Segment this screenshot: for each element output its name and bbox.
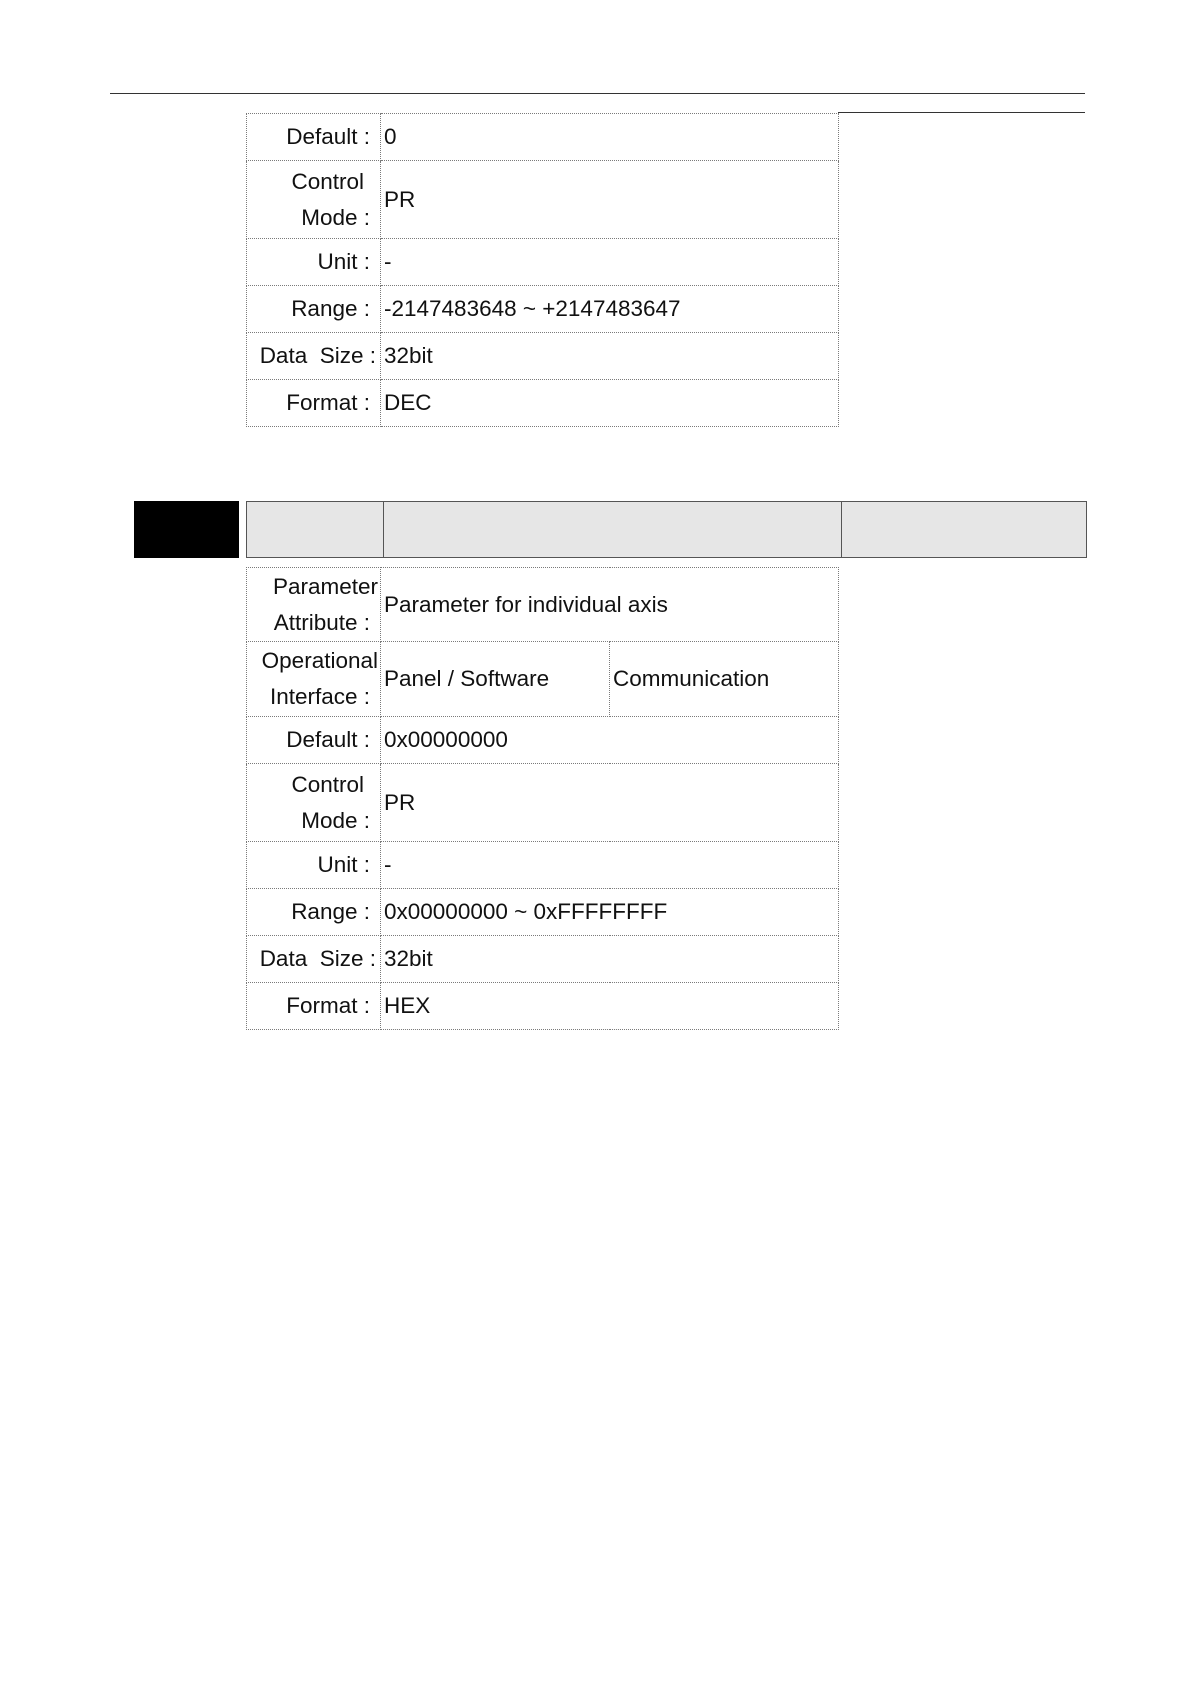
- label-unit: Unit :: [247, 239, 381, 286]
- label-default: Default :: [247, 717, 381, 764]
- table-row: [247, 889, 839, 936]
- table-row: [247, 114, 839, 161]
- value-unit: -: [381, 239, 839, 286]
- parameter-table-2: [246, 567, 839, 1030]
- label-unit: Unit :: [247, 842, 381, 889]
- value-data-size: 32bit: [381, 333, 839, 380]
- table-row: [247, 161, 839, 239]
- parameter-header-bar: [246, 501, 1087, 558]
- table-row: [247, 842, 839, 889]
- value-control-mode: PR: [381, 161, 839, 239]
- value-range: 0x00000000 ~ 0xFFFFFFFF: [381, 889, 839, 936]
- table-row: [247, 936, 839, 983]
- table-row: [247, 983, 839, 1030]
- label-range: Range :: [247, 889, 381, 936]
- value-control-mode: PR: [381, 764, 839, 842]
- value-interface-communication: Communication: [610, 642, 839, 717]
- value-default: 0x00000000: [381, 717, 839, 764]
- table-row: [247, 764, 839, 842]
- table-row: [247, 568, 839, 642]
- label-parameter-attribute: Parameter Attribute :: [247, 568, 381, 642]
- table-row: [247, 717, 839, 764]
- label-control-mode: Control Mode :: [247, 764, 381, 842]
- value-unit: -: [381, 842, 839, 889]
- label-default: Default :: [247, 114, 381, 161]
- value-format: DEC: [381, 380, 839, 427]
- value-parameter-attribute: Parameter for individual axis: [381, 568, 839, 642]
- page-header-rule: [110, 93, 1085, 94]
- table-row: [247, 380, 839, 427]
- table-row: [247, 642, 839, 717]
- side-rule: [838, 112, 1085, 113]
- parameter-code-tab: [134, 501, 239, 558]
- value-format: HEX: [381, 983, 839, 1030]
- parameter-table-1: [246, 113, 839, 427]
- value-range: -2147483648 ~ +2147483647: [381, 286, 839, 333]
- table-row: [247, 286, 839, 333]
- label-range: Range :: [247, 286, 381, 333]
- label-data-size: Data Size :: [247, 333, 381, 380]
- value-default: 0: [381, 114, 839, 161]
- label-format: Format :: [247, 380, 381, 427]
- label-format: Format :: [247, 983, 381, 1030]
- value-interface-panel: Panel / Software: [381, 642, 610, 717]
- value-data-size: 32bit: [381, 936, 839, 983]
- label-data-size: Data Size :: [247, 936, 381, 983]
- header-cell-code: [247, 502, 384, 557]
- label-control-mode: Control Mode :: [247, 161, 381, 239]
- table-row: [247, 333, 839, 380]
- table-row: [247, 239, 839, 286]
- label-operational-interface: Operational Interface :: [247, 642, 381, 717]
- header-cell-name: [383, 502, 842, 557]
